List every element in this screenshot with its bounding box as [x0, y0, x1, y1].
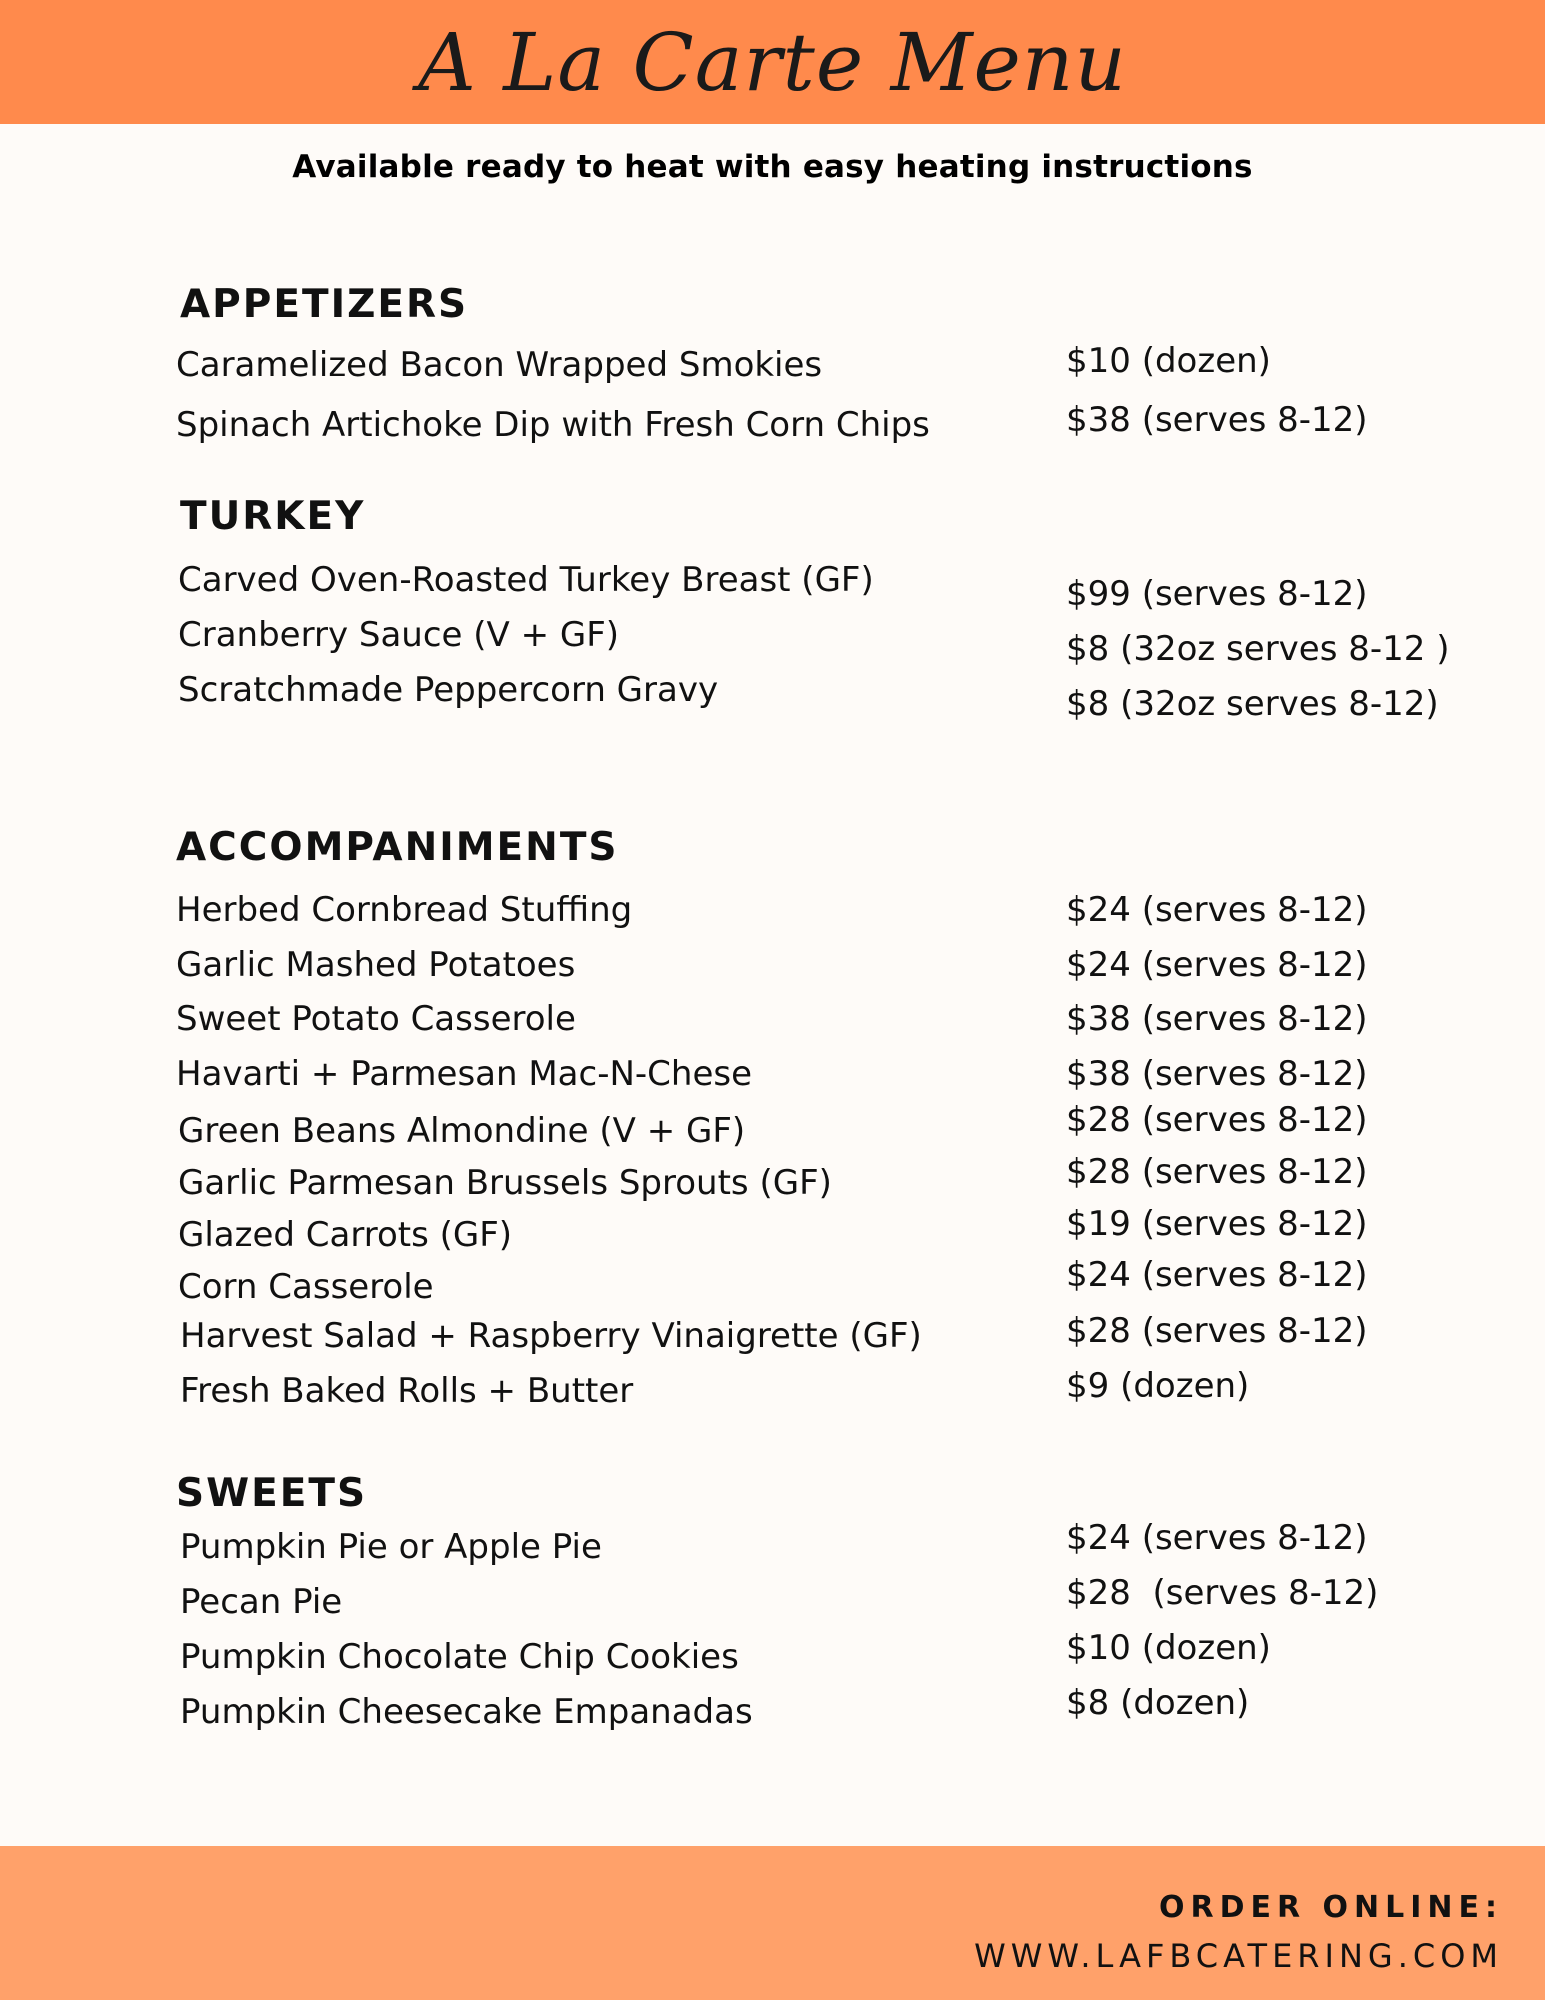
menu-item-price: $24 (serves 8-12)	[1066, 1518, 1368, 1558]
menu-item-price: $38 (serves 8-12)	[1066, 999, 1368, 1039]
menu-item-name: Herbed Cornbread Stuffing	[176, 890, 633, 930]
menu-item-price: $8 (32oz serves 8-12)	[1066, 684, 1439, 724]
menu-item-name: Green Beans Almondine (V + GF)	[178, 1111, 746, 1151]
menu-item-name: Spinach Artichoke Dip with Fresh Corn Chips	[176, 405, 930, 445]
menu-item-name: Harvest Salad + Raspberry Vinaigrette (GF)	[180, 1316, 922, 1356]
menu-title: A La Carte Menu	[418, 16, 1127, 109]
section-title-sweets: SWEETS	[176, 1471, 368, 1516]
menu-item-name: Glazed Carrots (GF)	[178, 1215, 513, 1255]
menu-item-price: $8 (32oz serves 8-12 )	[1066, 629, 1450, 669]
menu-item-name: Pumpkin Cheesecake Empanadas	[180, 1692, 753, 1732]
menu-item-price: $28 (serves 8-12)	[1066, 1152, 1368, 1192]
website-link[interactable]: WWW.LAFBCATERING.COM	[974, 1937, 1503, 1975]
menu-item-price: $99 (serves 8-12)	[1066, 574, 1368, 614]
menu-item-price: $19 (serves 8-12)	[1066, 1204, 1368, 1244]
menu-item-name: Scratchmade Peppercorn Gravy	[178, 670, 719, 710]
menu-item-name: Cranberry Sauce (V + GF)	[178, 615, 620, 655]
menu-item-price: $28 (serves 8-12)	[1066, 1100, 1368, 1140]
menu-item-price: $24 (serves 8-12)	[1066, 890, 1368, 930]
menu-item-price: $8 (dozen)	[1066, 1683, 1250, 1723]
menu-item-name: Sweet Potato Casserole	[176, 999, 576, 1039]
section-title-appetizers: APPETIZERS	[180, 282, 469, 327]
menu-item-name: Pumpkin Chocolate Chip Cookies	[180, 1637, 739, 1677]
menu-item-price: $38 (serves 8-12)	[1066, 1054, 1368, 1094]
menu-item-name: Garlic Parmesan Brussels Sprouts (GF)	[178, 1163, 832, 1203]
menu-item-price: $10 (dozen)	[1066, 1628, 1271, 1668]
menu-item-price: $10 (dozen)	[1066, 341, 1271, 381]
section-title-accompaniments: ACCOMPANIMENTS	[176, 825, 619, 870]
menu-item-price: $24 (serves 8-12)	[1066, 1255, 1368, 1295]
menu-item-price: $9 (dozen)	[1066, 1366, 1250, 1406]
menu-item-price: $28 (serves 8-12)	[1066, 1311, 1368, 1351]
menu-item-name: Carved Oven-Roasted Turkey Breast (GF)	[178, 560, 874, 600]
menu-item-price: $38 (serves 8-12)	[1066, 400, 1368, 440]
menu-item-name: Garlic Mashed Potatoes	[176, 945, 576, 985]
menu-item-price: $24 (serves 8-12)	[1066, 945, 1368, 985]
menu-item-name: Pumpkin Pie or Apple Pie	[180, 1527, 602, 1567]
menu-item-price: $28 (serves 8-12)	[1066, 1573, 1379, 1613]
menu-item-name: Fresh Baked Rolls + Butter	[180, 1371, 634, 1411]
order-online-label: ORDER ONLINE:	[1158, 1890, 1503, 1925]
menu-item-name: Pecan Pie	[180, 1582, 343, 1622]
section-title-turkey: TURKEY	[180, 494, 366, 539]
menu-item-name: Caramelized Bacon Wrapped Smokies	[176, 345, 823, 385]
menu-subtitle: Available ready to heat with easy heating instructions	[292, 149, 1253, 185]
menu-item-name: Havarti + Parmesan Mac-N-Chese	[176, 1054, 753, 1094]
menu-item-name: Corn Casserole	[178, 1267, 434, 1307]
